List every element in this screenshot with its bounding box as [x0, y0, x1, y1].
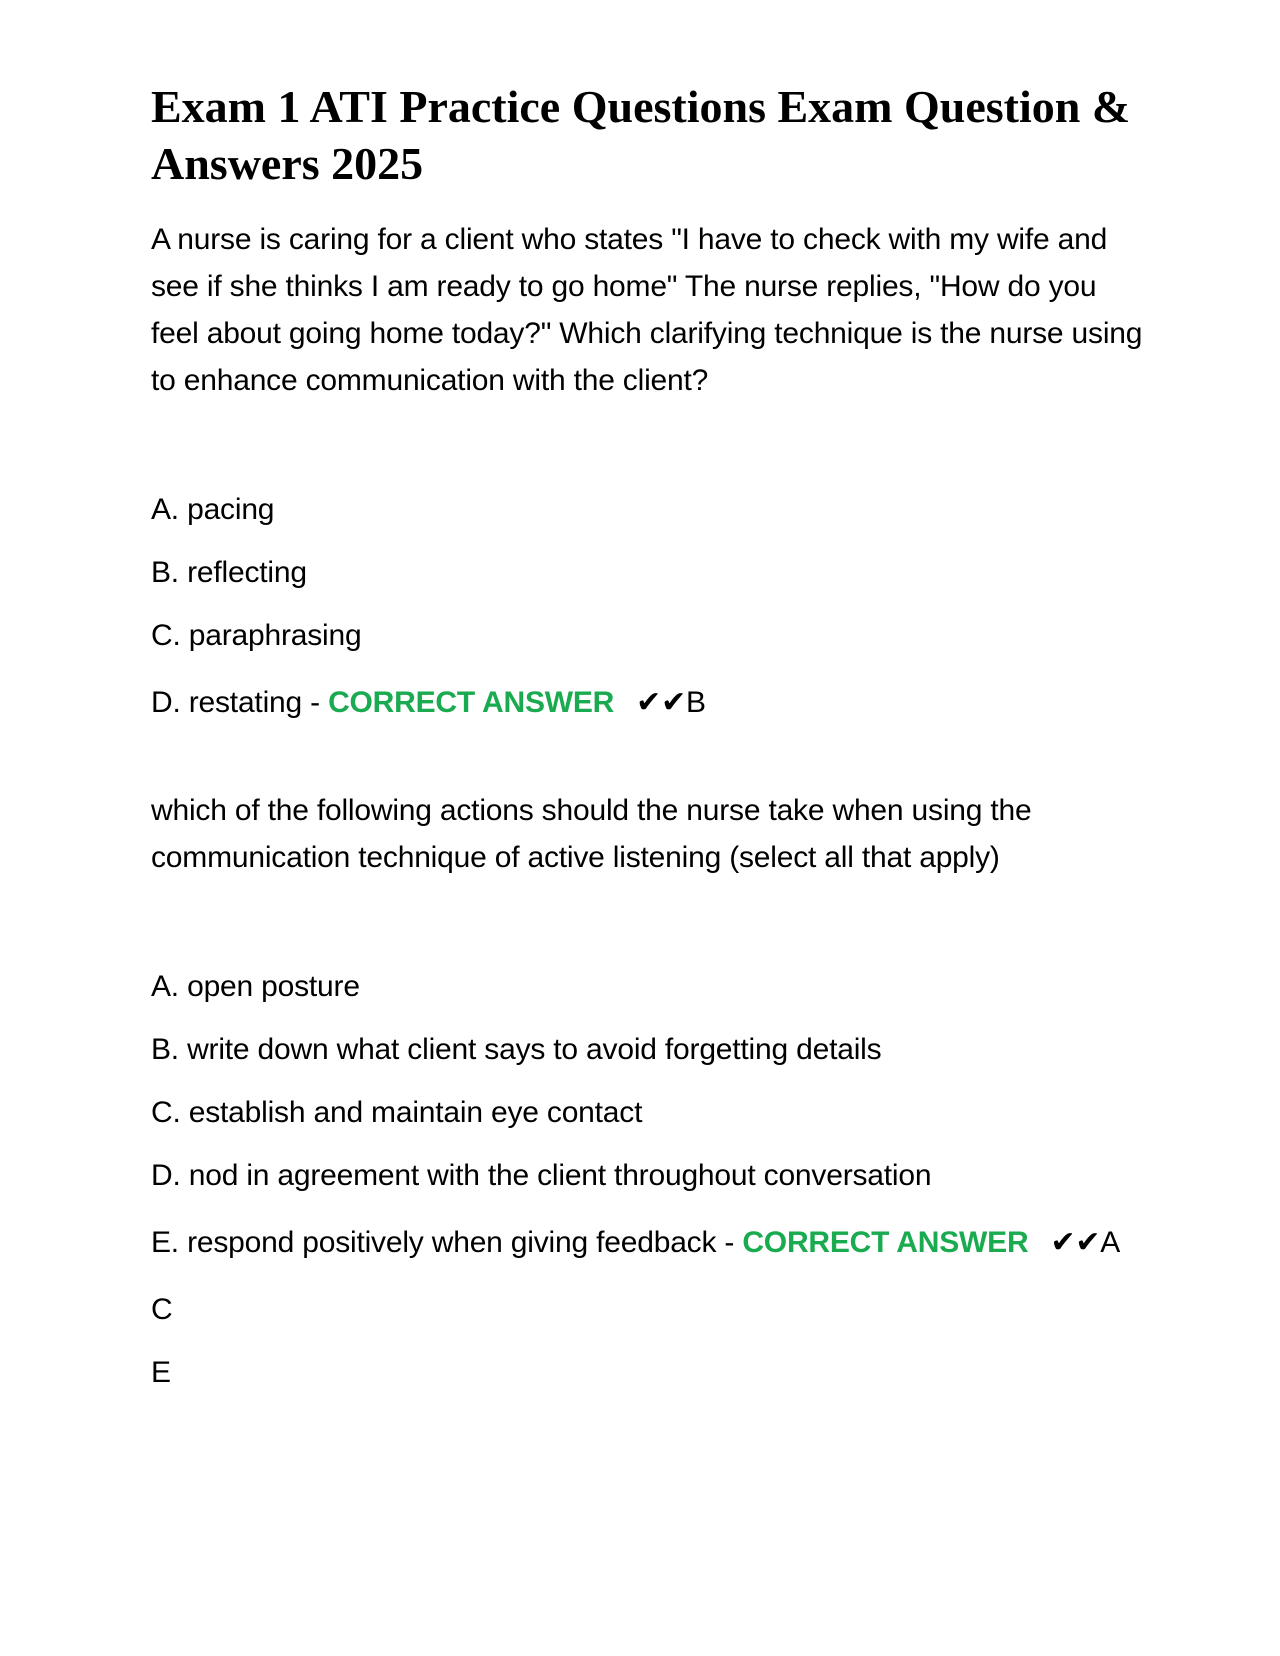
question-1-correct-label: CORRECT ANSWER	[328, 686, 615, 719]
question-1-text: A nurse is caring for a client who states "I have to check with my wife and see if she thinks I am ready to go home" The nurse replies, "How do you feel about going home today?" Which clarifying technique is the nurse using to enhance communication with the client?	[151, 223, 1143, 397]
question-2-option-b: B. write down what client says to avoid forgetting details	[151, 1033, 882, 1066]
question-2-option-a: A. open posture	[151, 970, 360, 1003]
question-2-options	[151, 967, 1151, 1393]
question-1-option-b: B. reflecting	[151, 556, 307, 589]
question-2-option-d: D. nod in agreement with the client throughout conversation	[151, 1159, 932, 1192]
question-2-option-e-text: E. respond positively when giving feedback -	[151, 1226, 743, 1259]
document-title: Exam 1 ATI Practice Questions Exam Question & Answers 2025	[151, 81, 1131, 189]
question-2-answer-marks: ✔✔A	[1050, 1226, 1121, 1259]
question-2-extra-answer-c: C	[151, 1293, 173, 1326]
question-2-correct-label: CORRECT ANSWER	[742, 1226, 1029, 1259]
question-2-text: which of the following actions should the nurse take when using the communication technique of active listening (select all that apply)	[151, 794, 1032, 874]
question-1-options	[151, 490, 1151, 727]
question-1-option-d	[151, 679, 1151, 727]
question-1-option-a: A. pacing	[151, 493, 275, 526]
question-2-extra-answer-e: E	[151, 1356, 172, 1389]
question-1-answer-marks: ✔✔B	[636, 686, 706, 719]
question-2-option-c: C. establish and maintain eye contact	[151, 1096, 643, 1129]
question-2-option-e	[151, 1219, 1151, 1267]
document-content	[151, 78, 1151, 1416]
question-1-option-d-text: D. restating -	[151, 686, 329, 719]
question-1-option-c: C. paraphrasing	[151, 619, 362, 652]
